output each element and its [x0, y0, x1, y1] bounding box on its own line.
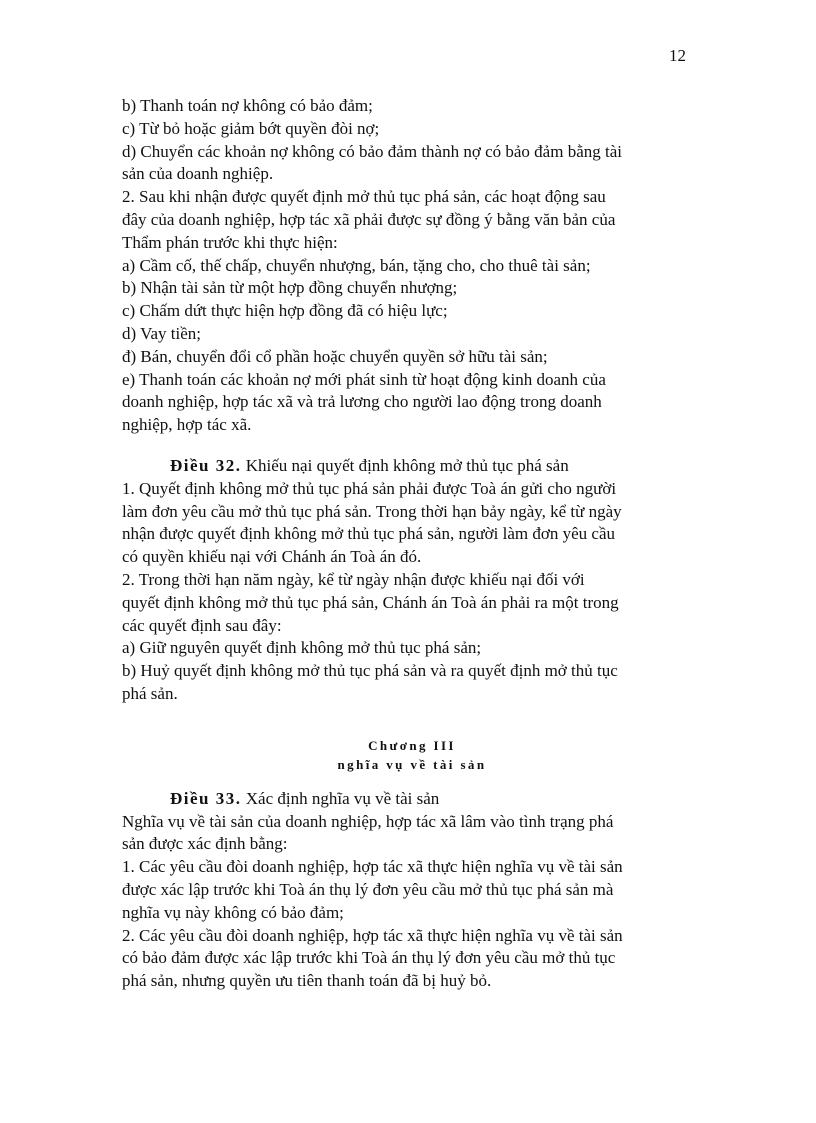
chapter-heading [122, 736, 702, 774]
paragraph-line: đây của doanh nghiệp, hợp tác xã phải được sự đồng ý bằng văn bản của [122, 209, 616, 229]
spacer [122, 706, 702, 736]
paragraph-line: doanh nghiệp, hợp tác xã và trả lương cho người lao động trong doanh [122, 392, 602, 412]
chapter-number: Chương III [368, 737, 456, 753]
paragraph-line: sản được xác định bằng: [122, 834, 288, 854]
paragraph-line: Thẩm phán trước khi thực hiện: [122, 232, 338, 252]
paragraph-line: 1. Quyết định không mở thủ tục phá sản phải được Toà án gửi cho người [122, 478, 617, 498]
paragraph-line: đ) Bán, chuyển đổi cổ phần hoặc chuyển quyền sở hữu tài sản; [122, 346, 548, 366]
paragraph-line: nhận được quyết định không mở thủ tục phá sản, người làm đơn yêu cầu [122, 524, 615, 544]
paragraph-line: c) Từ bỏ hoặc giảm bớt quyền đòi nợ; [122, 118, 380, 138]
spacer [122, 774, 702, 788]
paragraph-line: c) Chấm dứt thực hiện hợp đồng đã có hiệu lực; [122, 301, 448, 321]
paragraph-line: b) Huỷ quyết định không mở thủ tục phá sản và ra quyết định mở thủ tục [122, 661, 618, 681]
article-32 [122, 455, 702, 706]
article-heading [122, 455, 702, 478]
article-33 [122, 788, 702, 993]
paragraph-line: có quyền khiếu nại với Chánh án Toà án đó. [122, 547, 422, 567]
paragraph-line: sản của doanh nghiệp. [122, 164, 274, 184]
paragraph-line: a) Giữ nguyên quyết định không mở thủ tục phá sản; [122, 638, 482, 658]
paragraph-line: nghĩa vụ này không có bảo đảm; [122, 902, 344, 922]
paragraph-line: d) Vay tiền; [122, 323, 202, 343]
chapter-title: nghĩa vụ về tài sản [337, 756, 487, 772]
article-title: Khiếu nại quyết định không mở thủ tục phá sản [241, 455, 569, 475]
article-label: Điều 33. [170, 788, 242, 808]
article-label: Điều 32. [170, 455, 242, 475]
paragraph-line: các quyết định sau đây: [122, 615, 282, 635]
paragraph-line: phá sản, nhưng quyền ưu tiên thanh toán đã bị huỷ bỏ. [122, 971, 492, 991]
paragraph-line: b) Nhận tài sản từ một hợp đồng chuyển nhượng; [122, 278, 458, 298]
paragraph-line: 1. Các yêu cầu đòi doanh nghiệp, hợp tác xã thực hiện nghĩa vụ về tài sản [122, 857, 623, 877]
paragraph-line: có bảo đảm được xác lập trước khi Toà án thụ lý đơn yêu cầu mở thủ tục [122, 948, 616, 968]
paragraph-line: b) Thanh toán nợ không có bảo đảm; [122, 96, 373, 115]
paragraph-line: 2. Trong thời hạn năm ngày, kể từ ngày nhận được khiếu nại đối với [122, 569, 585, 589]
paragraph-line: quyết định không mở thủ tục phá sản, Chánh án Toà án phải ra một trong [122, 592, 619, 612]
paragraph-line: làm đơn yêu cầu mở thủ tục phá sản. Trong thời hạn bảy ngày, kể từ ngày [122, 501, 622, 521]
paragraph-line: a) Cầm cố, thế chấp, chuyển nhượng, bán, tặng cho, cho thuê tài sản; [122, 255, 591, 275]
page-content [122, 95, 702, 993]
paragraph-line: phá sản. [122, 683, 178, 703]
spacer [122, 437, 702, 455]
article-title: Xác định nghĩa vụ về tài sản [241, 788, 440, 808]
article-heading [122, 788, 702, 811]
article-31-continuation [122, 95, 702, 437]
paragraph-line: 2. Sau khi nhận được quyết định mở thủ tục phá sản, các hoạt động sau [122, 187, 606, 207]
paragraph-line: e) Thanh toán các khoản nợ mới phát sinh từ hoạt động kinh doanh của [122, 369, 606, 389]
paragraph-line: được xác lập trước khi Toà án thụ lý đơn yêu cầu mở thủ tục phá sản mà [122, 879, 614, 899]
paragraph-line: Nghĩa vụ về tài sản của doanh nghiệp, hợp tác xã lâm vào tình trạng phá [122, 811, 614, 831]
page-number: 12 [669, 46, 686, 65]
paragraph-line: d) Chuyển các khoản nợ không có bảo đảm thành nợ có bảo đảm bằng tài [122, 141, 622, 161]
paragraph-line: nghiệp, hợp tác xã. [122, 415, 252, 435]
paragraph-line: 2. Các yêu cầu đòi doanh nghiệp, hợp tác xã thực hiện nghĩa vụ về tài sản [122, 925, 623, 945]
